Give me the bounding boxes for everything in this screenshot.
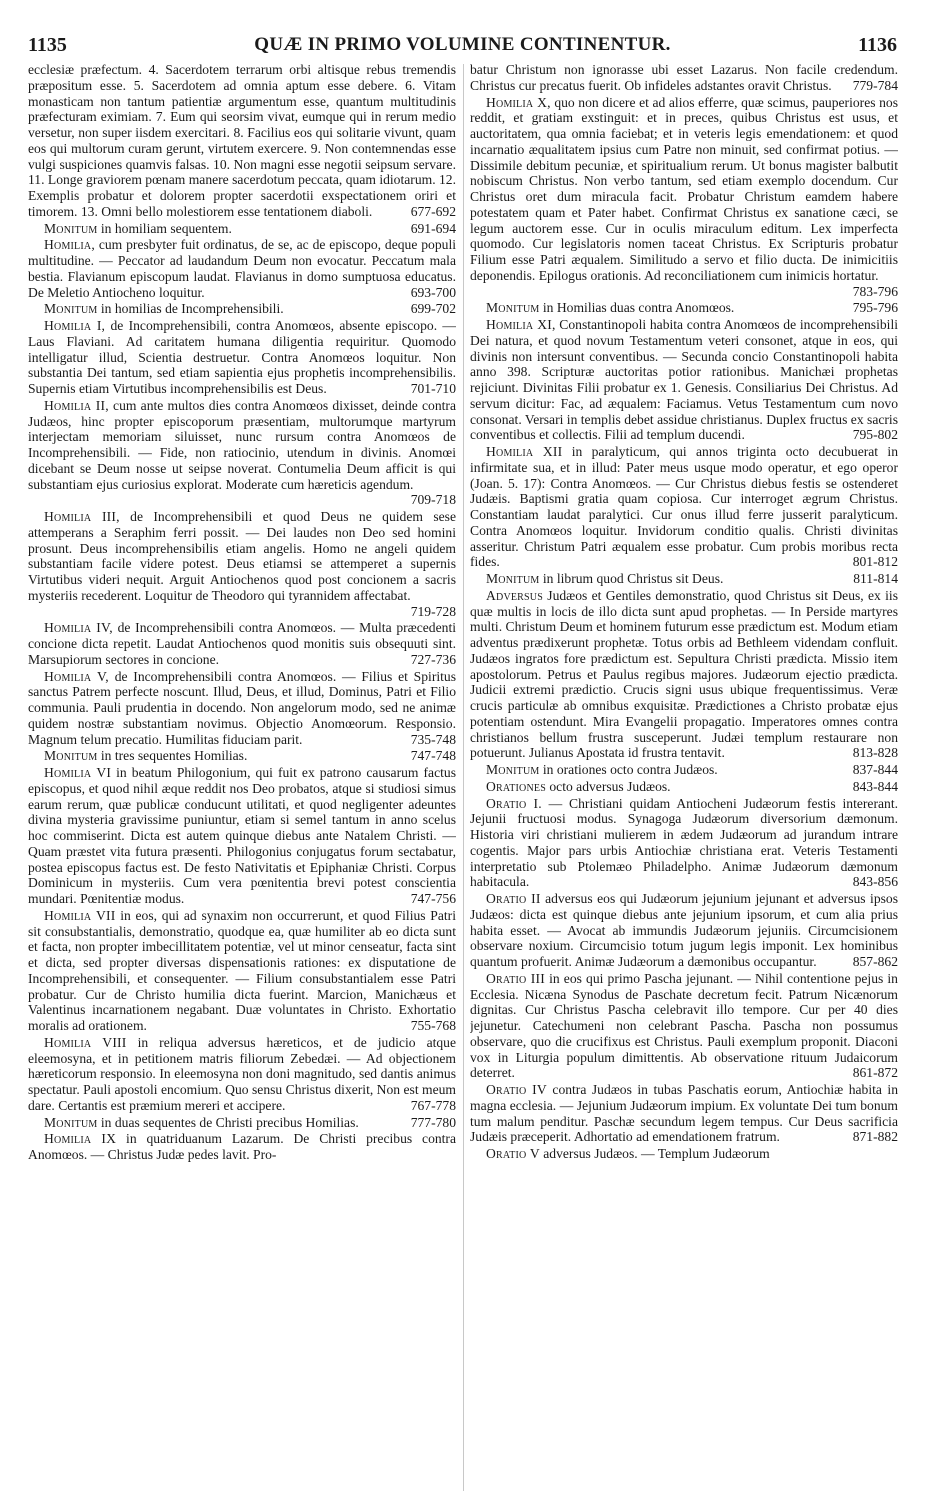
toc-entry [470,971,898,1081]
toc-entry [28,908,456,1034]
toc-entry [470,95,898,300]
right-column [470,62,898,1495]
entry-text: in homilias de Incomprehensibili. [100,301,284,317]
page-range: 709-718 [410,492,456,508]
toc-entry [470,444,898,570]
toc-entry [470,796,898,891]
toc-entry [470,1146,898,1162]
entry-heading: Oratio V [486,1146,540,1161]
entry-text: de Incomprehensibili contra Anomœos. — Filius et Spiritus sanctus Patrem perfecte noscunt. Illud, Deus, et illud, Dominus, Patri et Filio communia. Pauli prudentia in docendo. Non angelorum modo, sed ne animæ quidem nostræ substantiam novimus. Objectio Anomœorum. Responsio. Magnum telum precatio. Humilitas fiduciam parit. [28,668,456,747]
entry-text: de Incomprehensibili contra Anomœos. — Multa præcedenti concione dicta repetit. Laudat Antiochenos quod monitis suis obsequuti sint. Marsupiorum sectores in concione. [28,620,456,667]
entry-heading: Monitum [44,301,98,317]
toc-entry [28,237,456,300]
page-range: 735-748 [410,731,456,747]
page-range: 843-856 [852,874,898,890]
entry-text: de Incomprehensibili, contra Anomœos, absente episcopo. — Laus Flaviani. Ad caritatem humana diligentia requiritur. Quomodo intelligatur illud, Scientia destruetur. Contra Anomœos loquitur. Non substantia Dei tantum, sed etiam sapientia ejus prophetis incomprehensibilis. Supernis etiam Virtutibus incomprehensibilis est Deus. [28,318,456,396]
entry-heading: Adversus [486,587,543,603]
entry-heading: Oratio I. [486,795,542,811]
page-range: 783-796 [852,283,898,299]
page-range: 857-862 [852,954,898,969]
column-divider [463,64,464,1491]
page-range: 837-844 [852,762,898,777]
page-range: 779-784 [852,77,898,93]
toc-entry [28,765,456,907]
entry-heading: Monitum [44,220,98,236]
toc-entry [470,588,898,761]
entry-heading: Homilia III, [44,509,120,524]
entry-text: de Incomprehensibili et quod Deus ne quidem sese attemperans a Seraphim ferri possit. — Dei laudes non Deo sed homini prosunt. Deus incomprehensibilis etiam angelis. Homo ne angeli quidem substantiam facile videre potest. Deus etiamsi se attemperet a supernis Virtutibus videri nequit. Arguit Antiochenos quod post concionem a sacris mysteriis recederent. Loquitur de Theodoro qui tyrannidem affectabat. [28,509,456,603]
entry-text: in reliqua adversus hæreticos, et de judicio atque eleemosyna, et in petitionem matris filiorum Zebedæi. — Ad objectionem hæreticorum responsio. In eleemosyna non doni magnitudo, sed dantis animus spectatur. Pauli apostoli encomium. Quo sensu Christus dixerit, Non est meum dare. Certantis est præmium mereri et accipere. [28,1034,456,1113]
entry-heading: Homilia VII [44,907,116,923]
page-range: 777-780 [410,1114,456,1130]
page-range: 719-728 [410,603,456,619]
entry-text: adversus Judæos. — Templum Judæorum [543,1146,770,1161]
page-range: 699-702 [410,301,456,317]
left-column [28,62,456,1495]
entry-heading: Homilia VI [44,765,112,780]
page-range: 747-756 [410,891,456,906]
page-range: 767-778 [410,1097,456,1113]
entry-heading: Homilia I, [44,318,106,333]
entry-heading: Orationes [486,778,546,794]
entry-heading: Oratio II [486,891,541,906]
toc-entry [28,669,456,748]
page-range: 861-872 [852,1065,898,1081]
entry-text: in quatriduanum Lazarum. De Christi precibus contra Anomœos. — Christus Judæ pedes lavit. Pro- [28,1131,456,1162]
page-range: 677-692 [410,203,456,219]
page-range: 701-710 [410,381,456,396]
toc-entry [470,317,898,443]
toc-entry [470,62,898,94]
entry-text: cum ante multos dies contra Anomœos dixisset, deinde contra Judæos, hinc propter episcoporum præsentiam, multorumque martyrum interjectam memoriam siluisset, nunc rursum contra Anomœos de Incomprehensibili. — Fide, non ratiocinio, utendum in divinis. Anomœi dicebant se Deum nosse ut seipse noverat. Contumelia Deum afficit is qui substantiam ejus curiosius explorat. Moderate cum hæreticis agendum. [28,397,456,492]
page-range: 755-768 [410,1018,456,1033]
toc-entry [470,1082,898,1145]
toc-entry [28,620,456,667]
entry-text: in eos, qui ad synaxim non occurrerunt, et quod Filius Patri sit consubstantialis, demonstratio, quodque ea, quæ humiliter ab eo dicta sunt et facta, non propter imbecillitatem potentiæ, vel ut minor censeatur, facta sint et dicta, sed propter diversas dispensationis rationes: ex disputatione de Incomprehensibili, et consequenter. — Filium consubstantialem esse Patri probatur. Cur de Christo humilia dicta fuerint. Marcion, Manichæus et Valentinus incarnationem negabant. Duæ voluntates in Christo. Exhortatio moralis ad orationem. [28,907,456,1033]
toc-entry [470,571,898,587]
entry-text: cum presbyter fuit ordinatus, de se, ac de episcopo, deque populi multitudine. — Peccator ad laudandum Deum non evocatur. Peccatum mala bestia. Flavianum episcopum laudat. Flavianus in domo sumptuosa educatus. De Meletio Antiocheno loquitur. [28,237,456,300]
entry-text: in orationes octo contra Judæos. [542,762,718,777]
entry-text: ecclesiæ præfectum. 4. Sacerdotem terrarum orbi altisque rebus tremendis præpositum esse. 5. Sacerdotem ad omnia aptum esse debere. 6. Vitam monasticam non tantum patientiæ argumentum esse, quantum multitudinis præfecturam eximiam. 7. Eum qui seorsim vivat, eumque qui in rerum medio versetur, non super iisdem exercitari. 8. Facilius eos qui solitarie vivunt, quam eos qui multorum curam gerunt, virtutem exercere. 9. Non contemnendas esse vulgi suspiciones quamvis falsas. 10. Non magni esse negotii seipsum servare. 11. Longe graviorem pœnam manere sacerdotum peccata, quam idiotarum. 12. Exemplis probatur et dolorem propter sacerdotii exspectationem oriri et timorem. 13. Omni bello molestiorem esse tentationem diaboli. [28,62,456,219]
page-range: 693-700 [410,284,456,300]
page-range: 843-844 [852,778,898,794]
entry-text: adversus eos qui Judæorum jejunium jejunant et adversus ipsos Judæos: dicta est quinque diebus ante jejunium ipsorum, et cum alia prius habita esset. — Avocat ab immundis Judæorum jejuniis. Circumcisionem observare noxium. Circumcisio totum jugum legis imponit. Lex hominibus quantum profuerit. Animæ Judæorum a dæmonibus occupantur. [470,891,898,969]
entry-text: contra Judæos in tubas Paschatis eorum, Antiochiæ habita in magna ecclesia. — Jejunium Judæorum impium. Ex voluntate Dei tum bonum tum malum penditur. Paschæ secundum legem tempus. Cur Deus sacrificia Judæis præceperit. Adhortatio ad emendationem fratrum. [470,1082,898,1145]
entry-heading: Homilia VIII [44,1034,127,1050]
entry-text: in beatum Philogonium, qui fuit ex patrono causarum factus episcopus, et quod nihil æque reddit nos Deo probatos, atque si studiosi simus earum rerum, quæ publicæ conducunt utilitati, et quod negligenter adeuntes divina mysteria gravissime puniuntur, etiam si semel tantum in anno scelus hoc commiserint. Dicta est autem quinque diebus ante Natalem Christi. — Quam præstet vita futura præsenti. Philogonius conjugatus forum sectabatur, postea episcopus factus est. De festo Nativitatis et Epiphaniæ Christi. Corpus Dominicum in mysteriis. Cum vera pœnitentia brevi potest conscientia mundari. Pœnitentiæ modus. [28,765,456,906]
entry-heading: Homilia V, [44,668,109,684]
entry-heading: Oratio IV [486,1082,547,1097]
entry-text: in paralyticum, qui annos triginta octo decubuerat in infirmitate sua, et in illud: Pater meus usque modo operatur, et ego operor (Joan. 5. 17): Contra Anomœos. — Cur Christus diebus festis se ostenderet Judæis. Baptismi gratia quam copiosa. Cur interroget ægrum Christus. Constantiam laudat paralytici. Cur onus illud ferre jusserit paralyticum. Contra Anomœos loquitur. Invidorum conditio qualis. Christi divinitas asseritur. Christum Patri æqualem esse probatur. Cum probis moribus recta fides. [470,444,898,570]
entry-heading: Monitum [486,571,540,586]
toc-entry [28,509,456,619]
toc-entry [28,1035,456,1114]
toc-entry [470,762,898,778]
entry-heading: Monitum [486,762,540,777]
page-title: QUÆ IN PRIMO VOLUMINE CONTINENTUR. [254,34,671,55]
toc-entry [28,301,456,317]
entry-heading: Homilia X, [486,94,551,110]
entry-text: in eos qui primo Pascha jejunant. — Nihil contentione pejus in Ecclesia. Nicæna Synodus de Paschate decretum fecit. Patrum Nicænorum dignitas. Cur Christus Pascha celebravit illo tempore. Cur per 40 dies jejunetur. Catechumeni non celebrant Pascha. Pascha non possumus observare, quo die crucifixus est Christus. Pauli exemplum proponit. Diaconi vox in Liturgia populum dimittentis. Ab observatione rituum Judaicorum deterret. [470,970,898,1081]
page-range: 813-828 [852,745,898,761]
toc-entry [28,398,456,508]
entry-text: in tres sequentes Homilias. [100,748,248,764]
entry-heading: Homilia XI, [486,317,556,332]
page-range: 691-694 [410,220,456,236]
page-number-left: 1135 [28,34,67,56]
entry-text: quo non dicere et ad alios efferre, quæ scimus, pauperiores nos reddit, et gratiam exstinguit: et in preces, quibus Christus est usus, et auctoritatem, qua omnia faciebat; et in veteris legis emendationem: et quod incarnatio æqualitatem ipsius cum Patre non minuit, sed confirmat potius. — Dissimile debitum pecuniæ, et spiritualium rerum. Ut bonus magister balbutit nobiscum Christus. Non verbo tantum, sed etiam exemplo docendum. Cur Christus oret dum miracula facit. Probatur Christum eamdem habere potestatem quam et Pater habet. Confirmat Christus ex sanatione cæci, se legum auctorem esse. Cur in oculis miraculum editum. Lex imperfecta quomodo. Cur legislatoris nomen taceat Christus. Ex Scripturis probatur Filium esse Patri æqualem. Similitudo a servo et filio ducta. De inimicitiis deponendis. Epilogus orationis. Ad reconciliationem cum inimicis hortatur. [470,94,898,283]
entry-text: Judæos et Gentiles demonstratio, quod Christus sit Deus, ex iis quæ multis in locis de illo dicta sunt apud prophetas. — In Perside martyres multi. Christum Deum et hominem futurum esse prædictum est. Modum etiam adventus prædixerunt prophetæ. Totus orbis ad Bethleem videndam confluit. Judæos ingratos fore prædictum est. Sepultura Christi prædicta. Missio item apostolorum. Petrus et Paulus regibus majores. Judæorum ejectio prædicta. Judicii extremi prædictio. Crucis signi usus ubique frequentissimus. Veræ crucis particulæ ab omnibus exquisitæ. Prædictiones a Christo probatæ ejus potentiam ostendunt. Mira Evangelii propagatio. Imperatores omnes contra christianos bellum frustra susceperunt. Judæi templum restaurare non potuerunt. Julianus Apostata id frustra tentavit. [470,587,898,761]
entry-heading: Monitum [44,748,98,764]
entry-heading: Homilia XII [486,444,563,459]
entry-text: in librum quod Christus sit Deus. [542,571,724,586]
toc-entry [470,300,898,316]
page-range: 811-814 [853,571,898,586]
entry-text: in duas sequentes de Christi precibus Homilias. [100,1114,359,1130]
toc-entry [28,62,456,220]
entry-heading: Monitum [486,300,540,316]
entry-text: — Christiani quidam Antiocheni Judæorum festis intererant. Jejunii fructuosi modus. Synagoga Judæorum diversorium dæmonum. Historia viri christiani mulierem in ædem Judæorum ad jurandum intrare cogentis. Major pars urbis Antiochiæ christiana erat. Veteris Testamenti interpretatio sub Ptolemæo Philadelpho. Animæ Judæorum dæmonum habitacula. [470,795,898,890]
entry-text: Constantinopoli habita contra Anomœos de incomprehensibili Dei natura, et quod novum Testamentum veteri consonet, atque in eos, qui divinis non intersunt conventibus. — Secunda concio Constantinopoli habita anno 398. Scripturæ auctoritas potior rationibus. Manichæi prophetas rejiciunt. Divinitas Filii probatur ex 1. Genesis. Consiliarius Dei Christus. Ad servum dicitur: Fac, ad æqualem: Faciamus. Vetus Testamentum cum novo consonat. Versari in templis debet assidue christianus. Duplex fructus ex sacris conventibus et collectis. Filii ad templum ducendi. [470,317,898,443]
page-range: 727-736 [410,651,456,667]
toc-entry [470,779,898,795]
entry-text: in homiliam sequentem. [100,220,232,236]
entry-text: in Homilias duas contra Anomœos. [542,300,735,316]
entry-heading: Homilia II, [44,397,109,413]
toc-entry [28,748,456,764]
entry-text: batur Christum non ignorasse ubi esset Lazarus. Non facile credendum. Christus cur precatus fuerit. Ob infideles adstantes oravit Christus. [470,62,898,93]
entry-heading: Monitum [44,1114,98,1130]
toc-entry [28,1131,456,1163]
entry-heading: Homilia IV, [44,620,113,636]
running-header [28,34,897,56]
entry-heading: Homilia, [44,237,95,253]
page-number-right: 1136 [858,34,897,56]
toc-entry [28,1115,456,1131]
page-range: 747-748 [410,748,456,764]
toc-entry [28,318,456,397]
page-range: 871-882 [852,1129,898,1145]
page-range: 795-802 [852,427,898,443]
entry-heading: Oratio III [486,970,545,986]
page-range: 801-812 [852,554,898,570]
entry-heading: Homilia IX [44,1131,117,1147]
toc-entry [28,221,456,237]
page-range: 795-796 [852,300,898,316]
entry-text: octo adversus Judæos. [549,778,671,794]
toc-entry [470,891,898,970]
